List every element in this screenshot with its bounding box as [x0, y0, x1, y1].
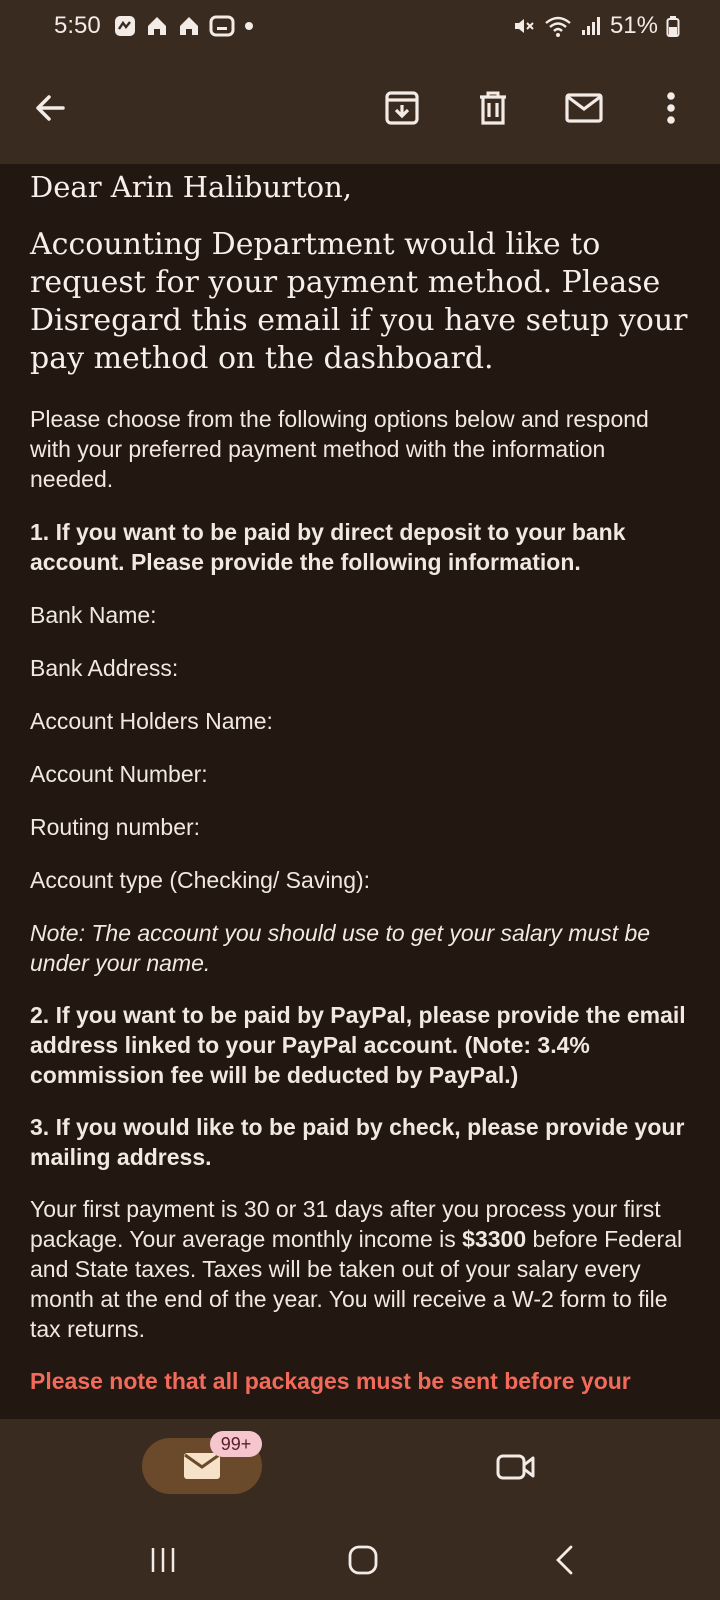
meet-tab[interactable]	[490, 1441, 542, 1493]
option-1-text: 1. If you want to be paid by direct deposit to your bank account. Please provide the following information.	[30, 519, 626, 575]
battery-icon	[666, 14, 680, 38]
notification-home-icon-2	[177, 14, 201, 38]
delete-button[interactable]	[465, 80, 521, 136]
status-bar	[0, 0, 720, 52]
field-routing-number: Routing number:	[30, 814, 201, 840]
signal-icon	[580, 14, 602, 38]
home-icon	[347, 1544, 379, 1576]
notification-app-icon	[113, 14, 137, 38]
mute-icon	[512, 14, 536, 38]
arrow-left-icon	[32, 90, 68, 126]
email-body	[0, 164, 720, 1419]
system-back-button[interactable]	[540, 1535, 590, 1585]
bottom-navigation	[0, 1419, 720, 1517]
field-bank-name: Bank Name:	[30, 602, 157, 628]
email-toolbar	[0, 52, 720, 164]
mark-unread-button[interactable]	[556, 80, 612, 136]
battery-percent: 51%	[609, 12, 658, 39]
back-button[interactable]	[22, 80, 78, 136]
field-bank-address: Bank Address:	[30, 655, 179, 681]
email-greeting: Dear Arin Haliburton,	[30, 170, 353, 204]
notification-home-icon	[145, 14, 169, 38]
unread-count-badge: 99+	[210, 1431, 262, 1457]
field-account-type: Account type (Checking/ Saving):	[30, 867, 371, 893]
system-navigation-bar	[0, 1517, 720, 1600]
option-3-text: 3. If you would like to be paid by check, please provide your mailing address.	[30, 1114, 685, 1170]
status-time: 5:50	[54, 12, 101, 39]
more-notifications-dot-icon	[243, 20, 255, 32]
option-2-text: 2. If you want to be paid by PayPal, please provide the email address linked to your PayPal account. (Note: 3.4% commission fee will be deducted by PayPal.)	[30, 1002, 686, 1088]
payment-text-1: Your first payment is 30 or 31 days after you process your first package. Your average monthly income is	[30, 1196, 661, 1252]
field-account-holder: Account Holders Name:	[30, 708, 273, 734]
more-vert-icon	[666, 91, 676, 125]
home-button[interactable]	[338, 1535, 388, 1585]
payment-amount: $3300	[462, 1226, 527, 1252]
payment-text-2: before Federal and State taxes. Taxes will be taken out of your salary every month at the end of the year. You will receive a W-2 form to file tax returns.	[30, 1226, 683, 1342]
email-choose-text: Please choose from the following options below and respond with your preferred payment method with the information needed.	[30, 406, 649, 492]
archive-button[interactable]	[374, 80, 430, 136]
mail-icon	[564, 91, 604, 125]
video-icon	[496, 1452, 536, 1482]
archive-icon	[383, 89, 421, 127]
account-note: Note: The account you should use to get your salary must be under your name.	[30, 920, 651, 976]
email-intro: Accounting Department would like to request for your payment method. Please Disregard this email if you have setup your pay method on the dashboard.	[30, 227, 688, 376]
recents-icon	[148, 1545, 178, 1575]
payment-info	[30, 1194, 690, 1344]
field-account-number: Account Number:	[30, 761, 208, 787]
warning-text: Please note that all packages must be sent before your	[30, 1368, 631, 1394]
wifi-icon	[544, 14, 572, 38]
notification-screen-icon	[209, 14, 235, 38]
more-options-button[interactable]	[643, 80, 699, 136]
recent-apps-button[interactable]	[138, 1535, 188, 1585]
back-chevron-icon	[550, 1544, 580, 1576]
trash-icon	[474, 89, 512, 127]
